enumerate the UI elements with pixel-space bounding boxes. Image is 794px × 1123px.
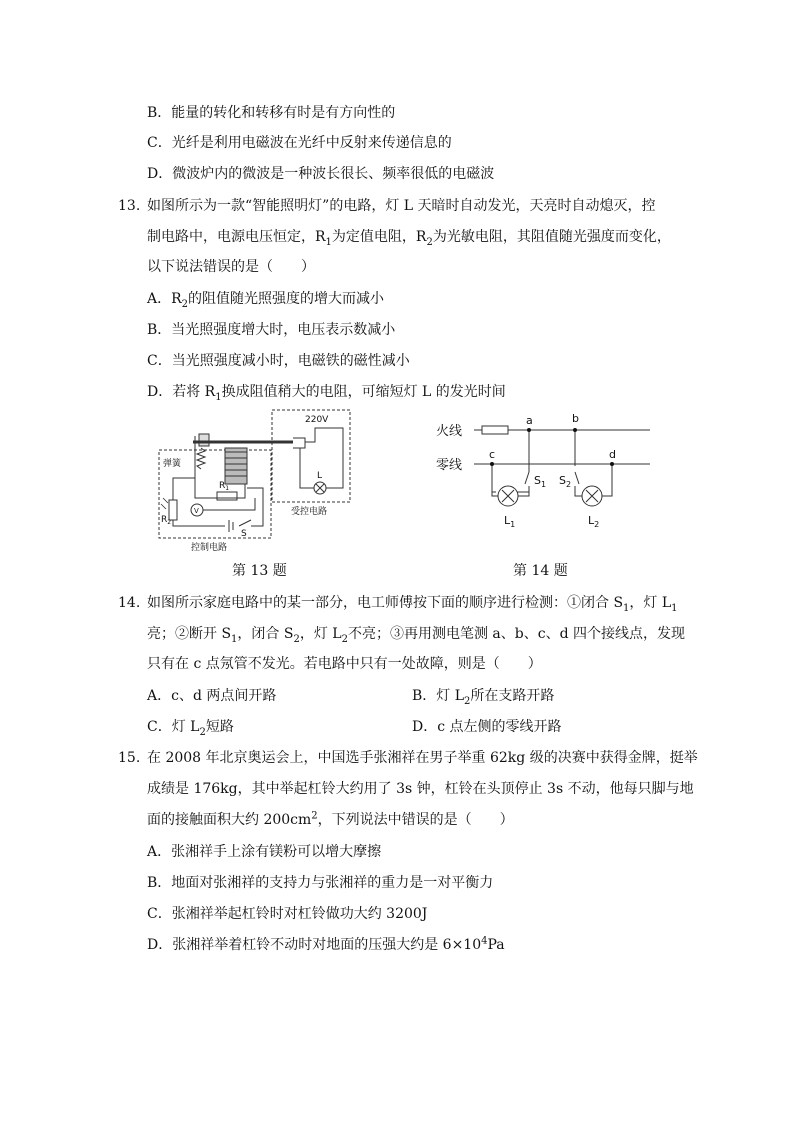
- q13-option-d: D．若将 $R_1$换成阻值稍大的电阻，可缩短灯 L 的发光时间: [147, 384, 506, 403]
- q15-option-d: D．张湘祥举着杠铃不动时对地面的压强大约是 $6\times 10^4Pa$: [147, 935, 505, 953]
- voltmeter-label: V: [194, 507, 199, 515]
- controlled-circuit-label: 受控电路: [291, 507, 328, 517]
- q13-stem-line2: 制电路中，电源电压恒定，$R_1$为定值电阻，$R_2$为光敏电阻，其阻值随光强度而变化，: [147, 229, 671, 248]
- r1-resistor: [217, 492, 237, 500]
- switch-s2-icon: [575, 472, 579, 484]
- q14-option-a: A．c、d 两点间开路: [147, 688, 277, 704]
- r2-photoresistor: [169, 500, 177, 520]
- figure-13-smart-light-circuit: [155, 408, 355, 558]
- lamp-label: L: [317, 471, 323, 481]
- q15-option-a: A．张湘祥手上涂有镁粉可以增大摩擦: [147, 844, 382, 860]
- q15-option-c: C．张湘祥举起杠铃时对杠铃做功大约 3200J: [147, 906, 428, 922]
- q14-stem-line3: 只有在 c 点氖管不发光。若电路中只有一处故障，则是（ ）: [147, 656, 542, 672]
- q13-number: 13.: [118, 198, 141, 214]
- q14-stem-line1: 如图所示家庭电路中的某一部分，电工师傅按下面的顺序进行检测：①闭合 $S_1$，灯 $L_1$: [147, 595, 678, 614]
- point-c-label: c: [489, 448, 496, 461]
- point-a-label: a: [526, 414, 533, 427]
- q14-number: 14.: [118, 595, 141, 611]
- point-b-label: b: [572, 412, 579, 425]
- figure-13-caption: 第 13 题: [232, 563, 287, 579]
- q15-option-b: B．地面对张湘祥的支持力与张湘祥的重力是一对平衡力: [147, 875, 494, 891]
- q15-stem-line1: 在 2008 年北京奥运会上，中国选手张湘祥在男子举重 62kg 级的决赛中获得金牌，挺举: [147, 750, 698, 766]
- lamp-l2-label: $L_2$: [588, 514, 600, 529]
- q13-stem-line1: 如图所示为一款“智能照明灯”的电路，灯 L 天暗时自动发光，天亮时自动熄灭，控: [147, 198, 656, 214]
- q15-stem-line2: 成绩是 176kg，其中举起杠铃大约用了 3s 钟，杠铃在头顶停止 3s 不动，他每只脚与地: [147, 781, 694, 797]
- q12-option-b: B．能量的转化和转移有时是有方向性的: [147, 105, 396, 121]
- neutral-wire-label: 零线: [436, 458, 463, 473]
- q13-option-b: B．当光照强度增大时，电压表示数减小: [147, 322, 396, 338]
- q12-option-d: D．微波炉内的微波是一种波长很长、频率很低的电磁波: [147, 166, 495, 182]
- q13-stem-line3: 以下说法错误的是（ ）: [147, 259, 315, 275]
- q14-option-c: C．灯 $L_2$短路: [147, 719, 234, 738]
- q14-option-b: B．灯 $L_2$所在支路开路: [412, 688, 555, 707]
- live-wire-label: 火线: [436, 424, 463, 439]
- fuse-icon: [482, 426, 508, 434]
- voltage-220v-label: 220V: [305, 415, 329, 425]
- r1-label: $R_1$: [219, 481, 230, 492]
- q12-option-c: C．光纤是利用电磁波在光纤中反射来传递信息的: [147, 135, 452, 151]
- q13-option-a: A．$R_2$的阻值随光照强度的增大而减小: [147, 291, 385, 310]
- figure-14-caption: 第 14 题: [513, 563, 568, 579]
- switch-s-label: S: [241, 529, 247, 539]
- switch-s2-label: $S_2$: [559, 474, 572, 489]
- q14-option-d: D．c 点左侧的零线开路: [412, 719, 562, 735]
- lamp-l1-label: $L_1$: [504, 514, 516, 529]
- switch-s1-icon: [525, 472, 529, 484]
- spring-label: 弹簧: [163, 459, 182, 469]
- q13-option-c: C．当光照强度减小时，电磁铁的磁性减小: [147, 353, 410, 369]
- r2-label: $R_2$: [161, 515, 172, 526]
- q15-stem-line3: 面的接触面积大约 $200cm^2$，下列说法中错误的是（ ）: [147, 810, 514, 828]
- point-d-label: d: [609, 448, 616, 461]
- control-circuit-label: 控制电路: [191, 543, 228, 553]
- figure-14-household-circuit: [432, 410, 652, 534]
- switch-s1-label: $S_1$: [534, 474, 547, 489]
- q14-stem-line2: 亮；②断开 $S_1$，闭合 $S_2$，灯 $L_2$不亮；③再用测电笔测 a、b、c、d 四个接线点，发现: [147, 626, 685, 645]
- q15-number: 15.: [118, 750, 141, 766]
